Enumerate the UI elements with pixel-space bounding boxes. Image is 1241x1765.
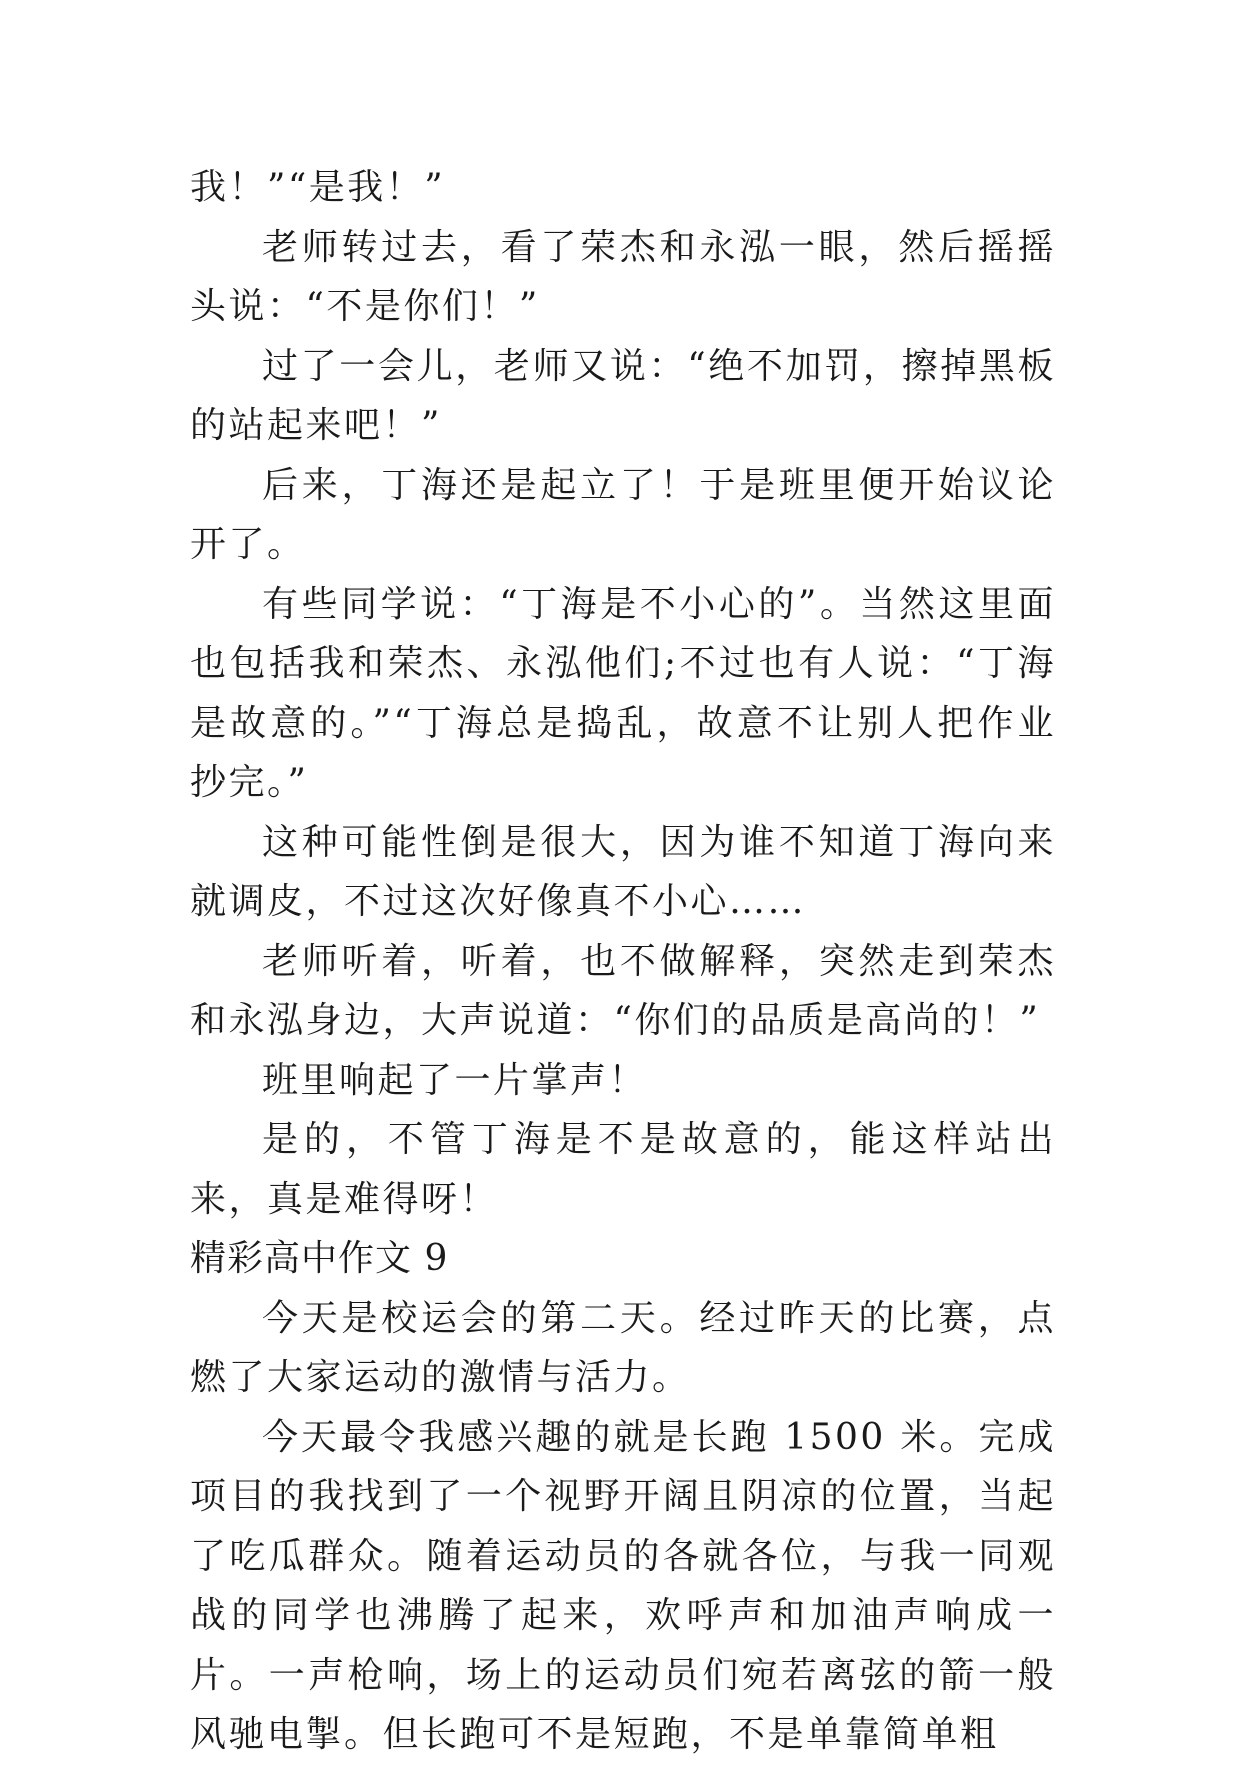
section-heading: 精彩高中作文 9 [190, 1238, 449, 1279]
paragraph-continuation: 我！”“是我！” [190, 167, 446, 208]
paragraph: 是的，不管丁海是不是故意的，能这样站出来，真是难得呀！ [190, 1119, 1056, 1220]
document-body [190, 158, 1056, 1765]
paragraph: 这种可能性倒是很大，因为谁不知道丁海向来就调皮，不过这次好像真不小心…… [190, 821, 1056, 922]
paragraph: 过了一会儿，老师又说：“绝不加罚，擦掉黑板的站起来吧！” [190, 345, 1056, 446]
paragraph: 今天最令我感兴趣的就是长跑 1500 米。完成项目的我找到了一个视野开阔且阴凉的位置，当起了吃瓜群众。随着运动员的各就各位，与我一同观战的同学也沸腾了起来，欢呼声和加油声响成一片。一声枪响，场上的运动员们宛若离弦的箭一般风驰电掣。但长跑可不是短跑，不是单靠简单粗 [190, 1416, 1056, 1755]
paragraph: 老师听着，听着，也不做解释，突然走到荣杰和永泓身边，大声说道：“你们的品质是高尚的！” [190, 940, 1056, 1041]
paragraph: 有些同学说：“丁海是不小心的”。当然这里面也包括我和荣杰、永泓他们;不过也有人说：“丁海是故意的。”“丁海总是捣乱，故意不让别人把作业抄完。” [190, 583, 1056, 803]
paragraph: 今天是校运会的第二天。经过昨天的比赛，点燃了大家运动的激情与活力。 [190, 1297, 1056, 1398]
paragraph: 老师转过去，看了荣杰和永泓一眼，然后摇摇头说：“不是你们！” [190, 226, 1056, 327]
paragraph: 班里响起了一片掌声！ [262, 1059, 648, 1101]
paragraph: 后来，丁海还是起立了！于是班里便开始议论开了。 [190, 464, 1056, 565]
